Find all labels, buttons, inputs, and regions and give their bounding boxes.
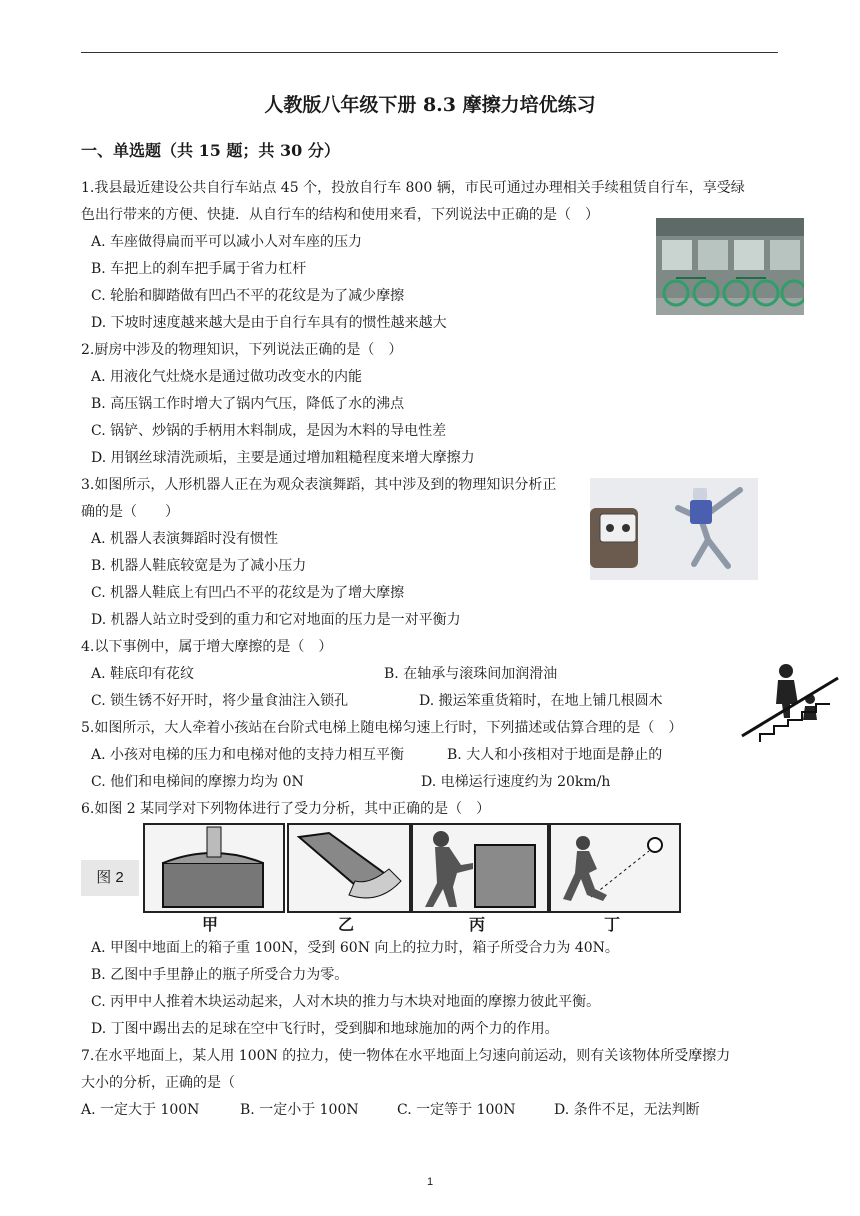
header-rule (81, 52, 778, 53)
question-3-option-b: B. 机器人鞋底较宽是为了减小压力 (91, 558, 307, 574)
question-4-line-1: 4.以下事例中，属于增大摩擦的是（ ） (81, 639, 333, 655)
question-6-option-a: A. 甲图中地面上的箱子重 100N，受到 60N 向上的拉力时，箱子所受合力为 40N。 (91, 940, 619, 956)
figure-2-panel-bing (411, 823, 549, 913)
question-3-option-c: C. 机器人鞋底上有凹凸不平的花纹是为了增大摩擦 (91, 585, 405, 601)
question-7-line-1: 7.在水平地面上，某人用 100N 的拉力，使一物体在水平地面上匀速向前运动，则有关该物体所受摩擦力 (81, 1048, 731, 1064)
question-5-line-1: 5.如图所示，大人牵着小孩站在台阶式电梯上随电梯匀速上行时，下列描述或估算合理的是（ ） (81, 720, 683, 736)
question-6-option-c: C. 丙甲中人推着木块运动起来，人对木块的推力与木块对地面的摩擦力彼此平衡。 (91, 994, 601, 1010)
section-heading: 一、单选题（共 15 题；共 30 分） (81, 141, 340, 160)
bike-station-photo (656, 218, 804, 315)
question-5-option-a: A. 小孩对电梯的压力和电梯对他的支持力相互平衡 (91, 747, 405, 763)
page-title: 人教版八年级下册 8.3 摩擦力培优练习 (264, 94, 596, 116)
figure-2-caption-bing: 丙 (469, 915, 486, 934)
page-number: 1 (426, 1176, 434, 1188)
question-4-option-b: B. 在轴承与滚珠间加润滑油 (384, 666, 558, 682)
figure-2-panel-jia (143, 823, 285, 913)
question-2-line-1: 2.厨房中涉及的物理知识，下列说法正确的是（ ） (81, 342, 403, 358)
question-2-option-a: A. 用液化气灶烧水是通过做功改变水的内能 (91, 369, 363, 385)
question-4-option-a: A. 鞋底印有花纹 (91, 666, 195, 682)
question-5-option-d: D. 电梯运行速度约为 20km/h (421, 774, 611, 790)
question-1-line-2: 色出行带来的方便、快捷．从自行车的结构和使用来看，下列说法中正确的是（ ） (81, 207, 599, 223)
figure-2-caption-ding: 丁 (604, 915, 621, 934)
question-3-option-d: D. 机器人站立时受到的重力和它对地面的压力是一对平衡力 (91, 612, 461, 628)
question-1-option-b: B. 车把上的刹车把手属于省力杠杆 (91, 261, 307, 277)
question-3-line-2: 确的是（ ） (81, 504, 179, 520)
figure-2-panel-yi (287, 823, 411, 913)
question-1-option-a: A. 车座做得扁而平可以减小人对车座的压力 (91, 234, 363, 250)
figure-2-caption-jia: 甲 (202, 915, 219, 934)
question-7-option-b: B. 一定小于 100N (240, 1102, 359, 1118)
question-1-option-c: C. 轮胎和脚踏做有凹凸不平的花纹是为了减少摩擦 (91, 288, 405, 304)
question-6-line-1: 6.如图 2 某同学对下列物体进行了受力分析，其中正确的是（ ） (81, 801, 491, 817)
question-3-option-a: A. 机器人表演舞蹈时没有惯性 (91, 531, 279, 547)
question-7-option-a: A. 一定大于 100N (81, 1102, 200, 1118)
figure-2-caption-yi: 乙 (338, 915, 355, 934)
question-6-option-d: D. 丁图中踢出去的足球在空中飞行时，受到脚和地球施加的两个力的作用。 (91, 1021, 559, 1037)
figure-2-label: 图 2 (81, 860, 139, 896)
question-2-option-c: C. 锅铲、炒锅的手柄用木料制成，是因为木料的导电性差 (91, 423, 447, 439)
robot-photo (590, 478, 758, 580)
question-1-line-1: 1.我县最近建设公共自行车站点 45 个，投放自行车 800 辆，市民可通过办理相关手续租赁自行车，享受绿 (81, 180, 745, 196)
question-3-line-1: 3.如图所示，人形机器人正在为观众表演舞蹈，其中涉及到的物理知识分析正 (81, 477, 557, 493)
question-5-option-c: C. 他们和电梯间的摩擦力均为 0N (91, 774, 304, 790)
question-2-option-d: D. 用钢丝球清洗顽垢，主要是通过增加粗糙程度来增大摩擦力 (91, 450, 475, 466)
escalator-figure (740, 658, 840, 742)
question-7-line-2: 大小的分析，正确的是（ (81, 1075, 235, 1091)
question-7-option-c: C. 一定等于 100N (397, 1102, 516, 1118)
question-2-option-b: B. 高压锅工作时增大了锅内气压，降低了水的沸点 (91, 396, 405, 412)
question-6-option-b: B. 乙图中手里静止的瓶子所受合力为零。 (91, 967, 349, 983)
question-4-option-c: C. 锁生锈不好开时，将少量食油注入锁孔 (91, 693, 349, 709)
question-7-option-d: D. 条件不足，无法判断 (554, 1102, 700, 1118)
figure-2-panel-ding (549, 823, 681, 913)
question-4-option-d: D. 搬运笨重货箱时，在地上铺几根圆木 (419, 693, 663, 709)
question-1-option-d: D. 下坡时速度越来越大是由于自行车具有的惯性越来越大 (91, 315, 447, 331)
question-5-option-b: B. 大人和小孩相对于地面是静止的 (447, 747, 663, 763)
